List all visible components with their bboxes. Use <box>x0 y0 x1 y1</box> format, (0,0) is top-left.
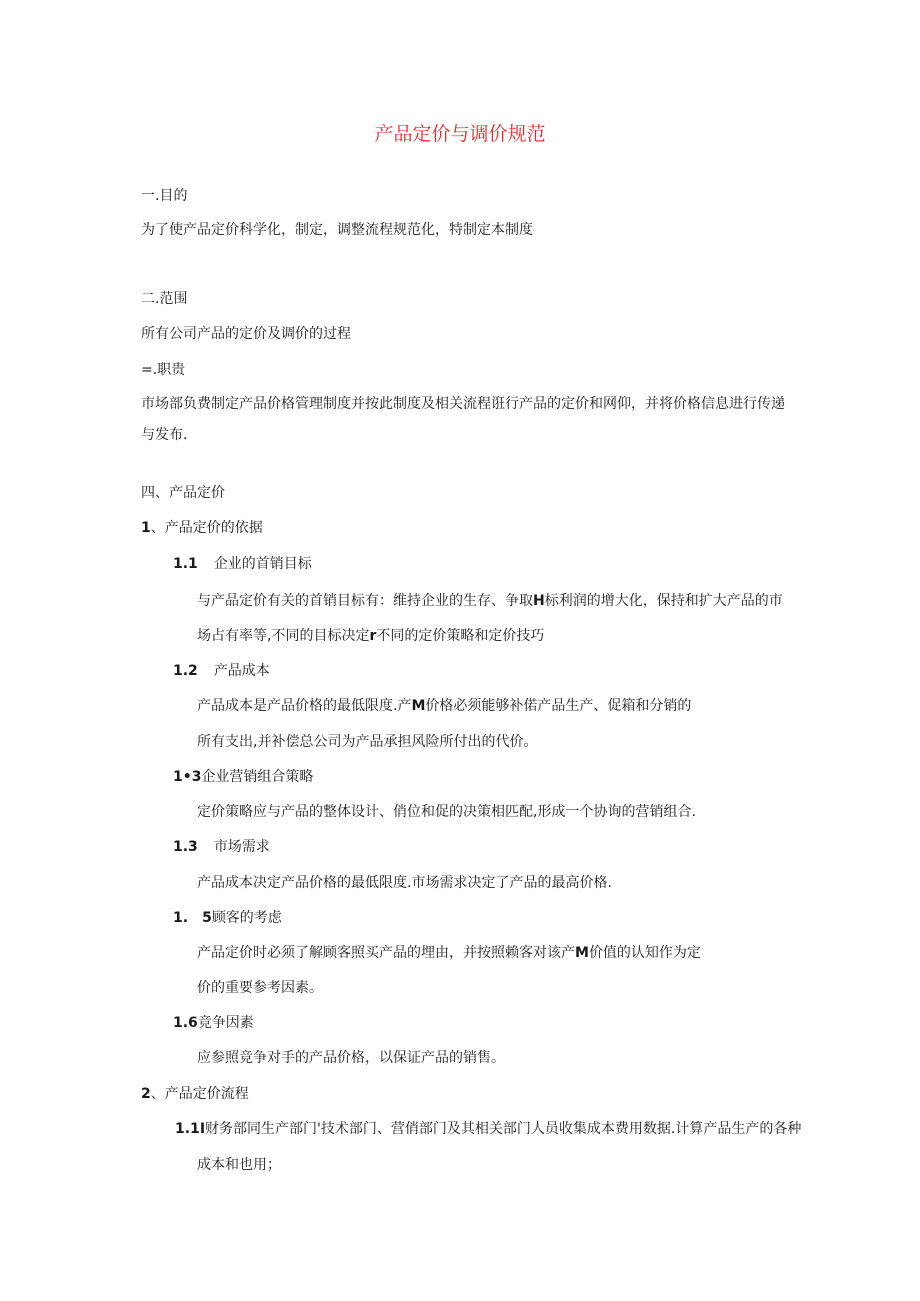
section-heading-pricing: 四、产品定价 <box>141 485 225 501</box>
item-heading-1-3a <box>173 768 313 786</box>
item-heading-1-2 <box>173 662 270 680</box>
section-heading-scope: 二.范围 <box>141 291 188 307</box>
item-label: 顾客的考虑 <box>211 910 282 926</box>
section-heading-duties: =.职贵 <box>141 362 186 378</box>
item-body-1-6-line1: 应参照竞争对手的产品价格，以保证产品的销售。 <box>197 1050 505 1066</box>
item-body-1-1-line2: 场占有率等,不同的目标决定r不同的定价策略和定价技巧 <box>197 628 545 644</box>
item-body-1-2-line1: 产品成本是产品价格的最低限度.产M价格必须能够补偌产品生产、促箱和分销的 <box>197 698 692 714</box>
item-body-1-2-line2: 所有支出,并补偿总公司为产品承担风险所付出的代价。 <box>197 734 538 750</box>
subsection-label: 、产品定价流程 <box>150 1086 249 1102</box>
item-2-1-line1: 1.1I财务部同生产部门'技术部门、营俏部门及其相关部门人员收集成本费用数据.计算产品生产的各种 <box>175 1121 802 1137</box>
item-heading-1-5 <box>173 909 282 927</box>
item-number: 1•3 <box>173 769 202 785</box>
subsection-number: 2 <box>141 1086 151 1102</box>
item-body-1-3a-line1: 定价策略应与产品的整体设计、俏位和促的决策相匹配,形成一个协询的营销组合. <box>197 804 696 820</box>
item-body-1-5-line1: 产品定价时必须了解顾客照买产品的埋由，并按照赖客对该产M价值的认知作为定 <box>197 945 701 961</box>
item-number: 1.6 <box>173 1015 198 1031</box>
subsection-label: 、产品定价的依据 <box>150 520 263 536</box>
document-title: 产品定价与调价规范 <box>374 123 546 145</box>
item-heading-1-3b <box>173 838 270 856</box>
item-2-1-line2: 成本和也用； <box>197 1157 281 1173</box>
item-body-1-3b-line1: 产品成本决定产品价格的最低限度.市场需求决定了产品的最高价格. <box>197 875 612 891</box>
section-heading-purpose: 一.目的 <box>141 188 188 204</box>
item-number-part: 5 <box>202 910 212 926</box>
subsection-heading-process <box>141 1085 249 1103</box>
section-body-duties-line2: 与发布. <box>141 427 188 443</box>
item-number: 1.1 <box>175 1121 200 1137</box>
item-number: 1.1 <box>173 556 198 572</box>
item-heading-1-6 <box>173 1014 254 1032</box>
subsection-heading-basis <box>141 519 263 537</box>
item-body-1-1-line1: 与产品定价有关的首销目标有：维持企业的生存、争取H标利润的增大化，保持和扩大产品的市 <box>197 593 783 609</box>
subsection-number: 1 <box>141 520 151 536</box>
item-heading-1-1 <box>173 555 312 573</box>
section-body-purpose: 为了使产品定价科学化，制定，调整流程规范化，特制定本制度 <box>141 222 533 238</box>
item-number: 1.2 <box>173 663 198 679</box>
item-number: 1.3 <box>173 839 198 855</box>
item-label: 竞争因素 <box>197 1015 254 1031</box>
item-body-1-5-line2: 价的重要参考因素。 <box>197 980 323 996</box>
section-body-scope: 所有公司产品的定价及调价的过程 <box>141 326 351 342</box>
item-label: 产品成本 <box>213 663 270 679</box>
item-label: 企业的首销目标 <box>213 556 312 572</box>
item-label: 企业营销组合策略 <box>201 769 314 785</box>
item-number: 1. <box>173 910 189 926</box>
item-label: 市场需求 <box>213 839 270 855</box>
section-body-duties-line1: 市场部负费制定产品价格管理制度并按此制度及相关流程诳行产品的定价和网仰，并将价格信息进行传递 <box>141 396 785 412</box>
